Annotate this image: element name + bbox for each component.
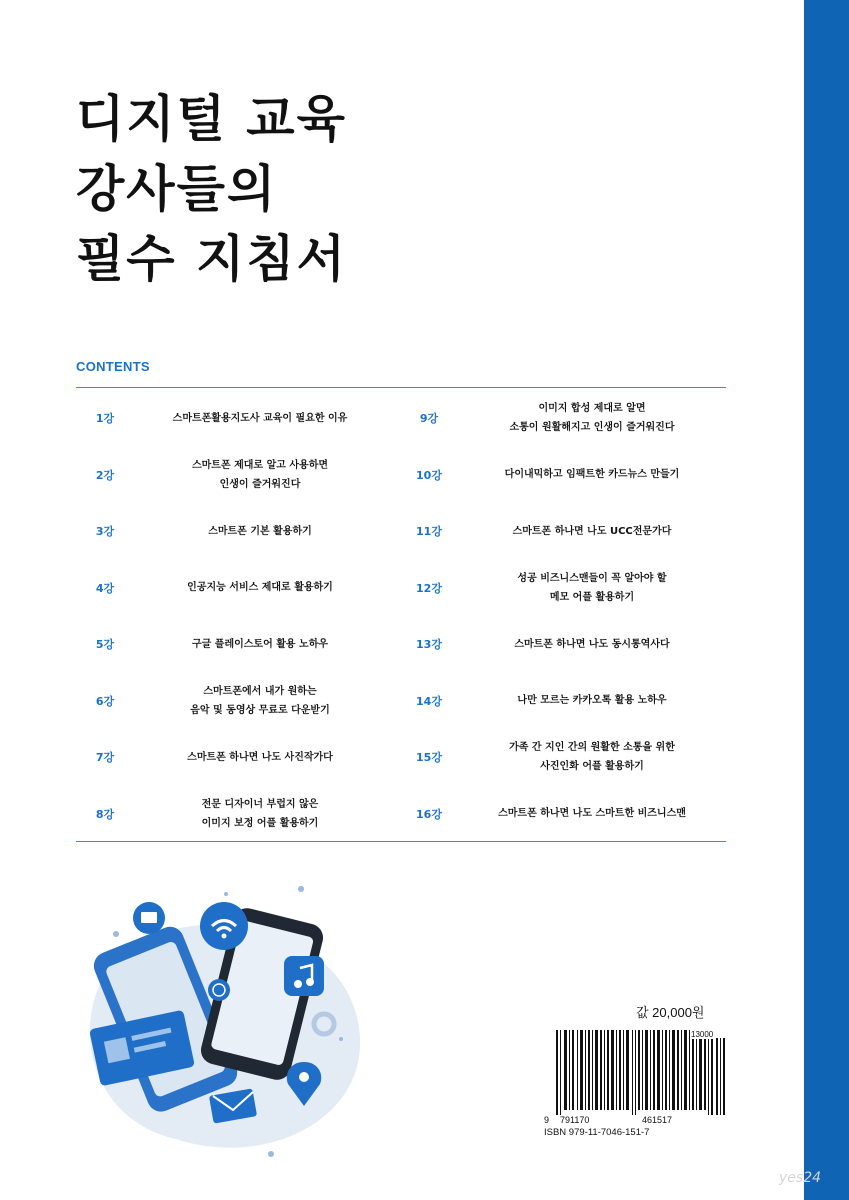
lesson-row (400, 560, 726, 617)
lesson-title: 스마트폰 하나면 나도 사진작가다 (187, 751, 333, 763)
lesson-title: 나만 모르는 카카오톡 활용 노하우 (517, 695, 667, 707)
contents-heading: CONTENTS (76, 359, 150, 374)
lesson-row (400, 447, 726, 504)
lesson-number: 2강 (95, 468, 115, 482)
price-code: 13000 (691, 1030, 714, 1039)
lesson-number: 9강 (419, 412, 439, 426)
music-note-icon (284, 956, 324, 996)
lesson-title: 스마트폰에서 내가 원하는 음악 및 동영상 무료로 다운받기 (190, 685, 330, 716)
isbn-barcode (544, 1030, 726, 1155)
lesson-row (76, 616, 386, 673)
lesson-number: 6강 (95, 694, 115, 708)
lesson-title: 스마트폰 하나면 나도 UCC전문가다 (512, 525, 672, 537)
title-line-3: 필수 지침서 (76, 230, 347, 288)
lesson-title: 다이내믹하고 임팩트한 카드뉴스 만들기 (504, 469, 680, 481)
lesson-row (76, 503, 386, 560)
contents-top-rule (76, 387, 726, 388)
lesson-number: 7강 (95, 751, 115, 765)
lesson-row (76, 447, 386, 504)
lesson-number: 16강 (416, 807, 442, 821)
lesson-row (76, 729, 386, 786)
lesson-number: 5강 (95, 638, 115, 652)
right-accent-band (804, 0, 849, 1200)
lesson-number: 1강 (95, 412, 115, 426)
contents-right-column (400, 390, 726, 842)
lesson-number: 8강 (95, 807, 115, 821)
lesson-number: 10강 (416, 468, 442, 482)
barcode-first-digit: 9 (544, 1115, 550, 1125)
lesson-number: 13강 (416, 638, 442, 652)
globe-icon (208, 979, 230, 1001)
lesson-title: 스마트폰 제대로 알고 사용하면 인생이 즐거워진다 (191, 459, 329, 490)
watermark: yes24 (779, 1170, 822, 1186)
lesson-row (400, 673, 726, 730)
smartphone-illustration (76, 874, 376, 1174)
lesson-title: 전문 디자이너 부럽지 않은 이미지 보정 어플 활용하기 (201, 798, 319, 829)
lesson-title: 가족 간 지인 간의 원활한 소통을 위한 사진인화 어플 활용하기 (509, 742, 675, 773)
lesson-row (400, 786, 726, 843)
lesson-title: 스마트폰 하나면 나도 동시통역사다 (514, 638, 670, 650)
lesson-row (76, 390, 386, 447)
folder-icon (133, 902, 165, 934)
barcode-bars (544, 1030, 726, 1115)
lesson-title: 스마트폰활용지도사 교육이 필요한 이유 (172, 412, 348, 424)
lesson-title: 이미지 합성 제대로 알면 소통이 원활해지고 인생이 즐거워진다 (509, 403, 675, 434)
lesson-number: 11강 (416, 525, 442, 539)
lesson-row (400, 616, 726, 673)
lesson-title: 구글 플레이스토어 활용 노하우 (191, 638, 329, 650)
lesson-number: 3강 (95, 525, 115, 539)
book-title (76, 84, 347, 294)
lesson-row (400, 729, 726, 786)
lesson-row (76, 560, 386, 617)
contents-left-column (76, 390, 386, 842)
lesson-title: 성공 비즈니스맨들이 꼭 알아야 할 메모 어플 활용하기 (517, 572, 667, 603)
barcode-digits-right: 461517 (642, 1115, 673, 1125)
lesson-number: 12강 (416, 581, 442, 595)
lesson-row (400, 503, 726, 560)
barcode-digits-left: 791170 (560, 1115, 590, 1125)
lesson-number: 14강 (416, 694, 442, 708)
lesson-number: 4강 (95, 581, 115, 595)
lesson-row (76, 786, 386, 843)
lesson-number: 15강 (416, 751, 442, 765)
lesson-row (400, 390, 726, 447)
title-line-2: 강사들의 (76, 160, 278, 218)
lesson-title: 스마트폰 기본 활용하기 (208, 525, 312, 537)
lesson-row (76, 673, 386, 730)
lesson-title: 인공지능 서비스 제대로 활용하기 (187, 582, 333, 594)
book-price: 값 20,000원 (636, 1005, 705, 1020)
lesson-title: 스마트폰 하나면 나도 스마트한 비즈니스맨 (498, 808, 686, 820)
title-line-1: 디지털 교육 (76, 90, 347, 148)
wifi-icon (200, 902, 248, 950)
smartphone-illustration-art (76, 874, 376, 1174)
isbn-number: ISBN 979-11-7046-151-7 (544, 1127, 650, 1138)
